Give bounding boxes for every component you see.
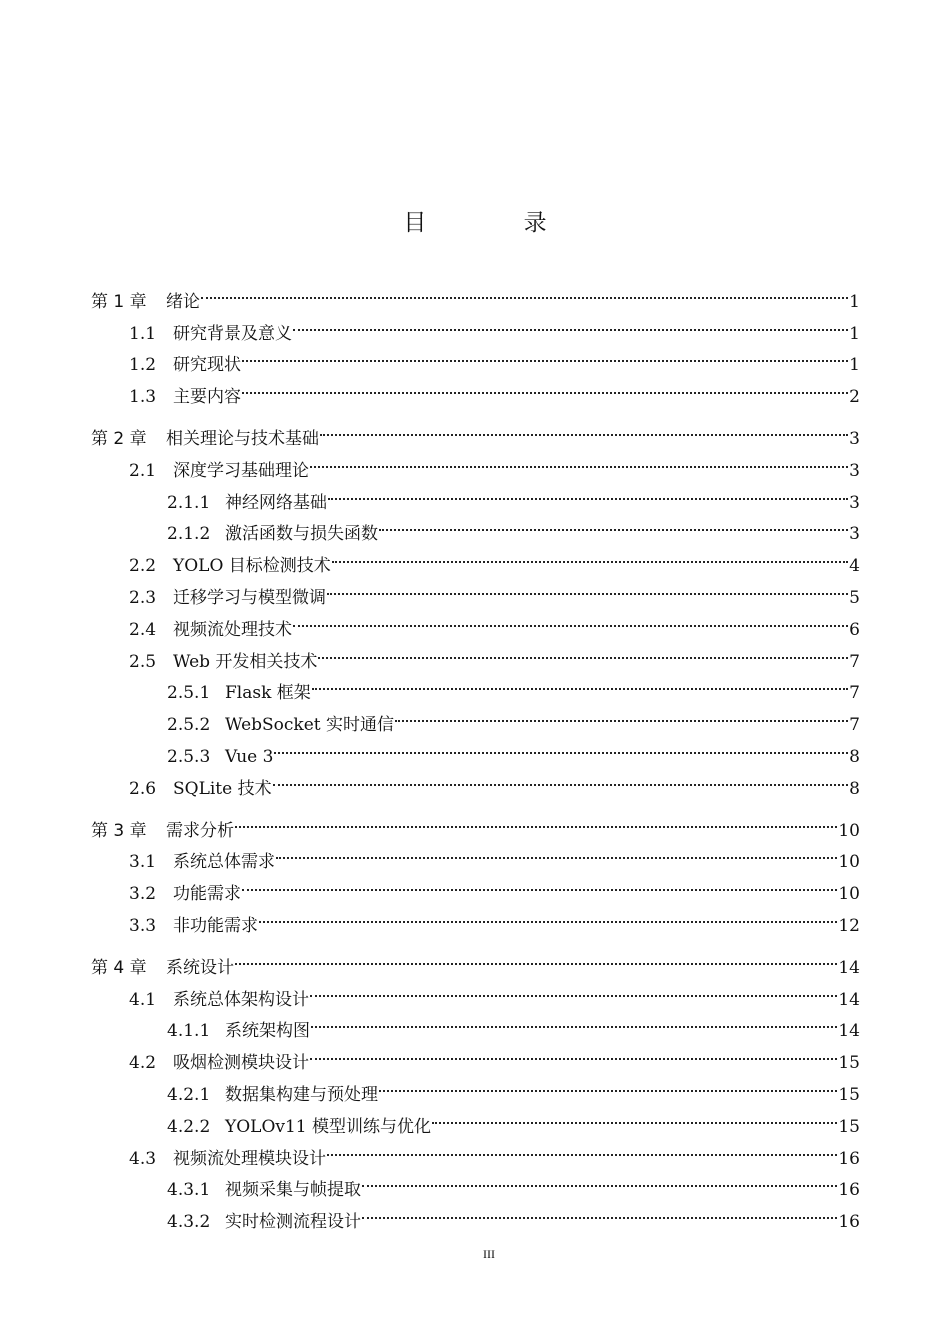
toc-entry-page: 10: [838, 884, 860, 905]
toc-entry-page: 3: [849, 492, 860, 513]
toc-entry-page: 3: [849, 524, 860, 545]
toc-entry-title: Web 开发相关技术: [173, 651, 318, 672]
toc-entry-number: 第 2 章: [91, 428, 147, 449]
toc-entry-page: 5: [849, 587, 860, 608]
toc-entry-number: 4.2.2: [167, 1116, 211, 1137]
toc-entry-number: 4.3: [129, 1148, 157, 1169]
dot-leader: [432, 1100, 837, 1132]
toc-entry[interactable]: [91, 762, 860, 799]
dot-leader: [327, 571, 848, 603]
toc-entry-number: 4.2: [129, 1053, 157, 1074]
toc-entry-number: 第 4 章: [91, 957, 147, 978]
toc-entry-number: 2.2: [129, 556, 157, 577]
toc-entry-title: 系统总体架构设计: [173, 989, 309, 1010]
toc-entry-title: Vue 3: [225, 746, 274, 767]
toc-entry-page: 2: [849, 387, 860, 408]
dot-leader: [242, 867, 837, 899]
dot-leader: [201, 275, 848, 307]
dot-leader: [273, 762, 849, 794]
toc-title: 目 录: [403, 210, 592, 236]
toc-entry-title: 迁移学习与模型微调: [173, 587, 326, 608]
toc-entry[interactable]: [91, 370, 860, 408]
toc-entry-number: 4.3.1: [167, 1180, 211, 1201]
toc-entry-page: 3: [849, 460, 860, 481]
toc-entry[interactable]: [91, 307, 860, 344]
toc-entry-title: 需求分析: [166, 820, 234, 841]
toc-entry-page: 10: [838, 852, 860, 873]
toc-entry[interactable]: [91, 444, 860, 481]
toc-entry-title: 吸烟检测模块设计: [173, 1053, 309, 1074]
dot-leader: [310, 973, 837, 1005]
toc-entry-title: 研究背景及意义: [173, 323, 292, 344]
toc-entry-number: 1.1: [129, 323, 157, 344]
toc-entry-page: 3: [849, 428, 860, 449]
toc-entry-number: 2.5.1: [167, 683, 211, 704]
toc-entry-page: 1: [849, 291, 860, 312]
toc-entry[interactable]: [91, 730, 860, 767]
toc-entry[interactable]: [91, 1005, 860, 1042]
toc-entry-page: 8: [849, 778, 860, 799]
toc-entry[interactable]: [91, 508, 860, 545]
toc-entry-title: 绪论: [166, 291, 200, 312]
dot-leader: [362, 1195, 837, 1227]
table-of-contents: [91, 275, 860, 1233]
toc-entry-page: 12: [838, 915, 860, 936]
toc-entry-page: 16: [838, 1148, 860, 1169]
dot-leader: [328, 476, 848, 508]
toc-entry-number: 2.5.3: [167, 746, 211, 767]
toc-entry-page: 6: [849, 619, 860, 640]
toc-entry-title: 系统架构图: [225, 1021, 310, 1042]
toc-entry-title: 视频流处理技术: [173, 619, 292, 640]
toc-entry-title: Flask 框架: [225, 683, 311, 704]
toc-entry-number: 2.5: [129, 651, 157, 672]
toc-entry[interactable]: [91, 1195, 860, 1233]
toc-entry-title: YOLOv11 模型训练与优化: [225, 1116, 432, 1137]
toc-entry-page: 14: [838, 957, 860, 978]
toc-entry-number: 2.3: [129, 587, 157, 608]
dot-leader: [312, 667, 848, 699]
toc-entry[interactable]: [91, 698, 860, 736]
toc-entry-title: YOLO 目标检测技术: [173, 556, 331, 577]
toc-entry-title: SQLite 技术: [173, 778, 272, 799]
toc-entry-title: 相关理论与技术基础: [166, 428, 319, 449]
toc-entry-number: 3.1: [129, 852, 157, 873]
toc-entry-number: 2.4: [129, 619, 157, 640]
toc-entry[interactable]: [91, 973, 860, 1010]
dot-leader: [320, 412, 848, 444]
toc-entry-page: 15: [838, 1053, 860, 1074]
toc-entry[interactable]: [91, 571, 860, 608]
toc-entry[interactable]: [91, 1068, 860, 1105]
toc-entry-number: 2.1.2: [167, 524, 211, 545]
toc-entry-number: 第 3 章: [91, 820, 147, 841]
toc-entry-number: 2.5.2: [167, 715, 211, 736]
toc-entry-title: 数据集构建与预处理: [225, 1084, 378, 1105]
toc-entry-page: 15: [838, 1116, 860, 1137]
dot-leader: [274, 730, 848, 762]
dot-leader: [293, 603, 848, 635]
toc-entry-page: 8: [849, 746, 860, 767]
toc-entry-title: 视频流处理模块设计: [173, 1148, 326, 1169]
dot-leader: [332, 539, 848, 571]
dot-leader: [276, 836, 837, 868]
dot-leader: [310, 444, 848, 476]
toc-entry-number: 1.3: [129, 387, 157, 408]
toc-entry-number: 4.2.1: [167, 1084, 211, 1105]
dot-leader: [242, 370, 848, 402]
dot-leader: [242, 339, 848, 371]
toc-entry-page: 7: [849, 651, 860, 672]
toc-entry-title: 深度学习基础理论: [173, 460, 309, 481]
toc-entry[interactable]: [91, 899, 860, 936]
toc-entry[interactable]: [91, 1164, 860, 1201]
toc-entry-number: 2.6: [129, 778, 157, 799]
dot-leader: [235, 804, 837, 836]
dot-leader: [311, 1005, 837, 1037]
toc-entry-title: 研究现状: [173, 355, 241, 376]
toc-entry-page: 1: [849, 323, 860, 344]
toc-entry-number: 3.2: [129, 884, 157, 905]
toc-entry[interactable]: [91, 412, 860, 449]
toc-entry-page: 7: [849, 683, 860, 704]
dot-leader: [235, 941, 837, 973]
toc-entry[interactable]: [91, 1036, 860, 1074]
toc-entry-number: 2.1: [129, 460, 157, 481]
toc-entry-page: 14: [838, 1021, 860, 1042]
toc-entry[interactable]: [91, 836, 860, 873]
dot-leader: [310, 1036, 837, 1068]
toc-entry[interactable]: [91, 476, 860, 513]
toc-entry[interactable]: [91, 635, 860, 672]
toc-entry-title: 系统总体需求: [173, 852, 275, 873]
toc-entry-page: 16: [838, 1180, 860, 1201]
toc-entry-page: 14: [838, 989, 860, 1010]
dot-leader: [327, 1132, 837, 1164]
toc-entry-number: 4.1.1: [167, 1021, 211, 1042]
toc-entry[interactable]: [91, 275, 860, 312]
toc-entry-title: 系统设计: [166, 957, 234, 978]
toc-entry-page: 16: [838, 1212, 860, 1233]
dot-leader: [318, 635, 848, 667]
dot-leader: [259, 899, 837, 931]
toc-entry-title: 非功能需求: [173, 915, 258, 936]
toc-entry-number: 4.3.2: [167, 1212, 211, 1233]
toc-entry-page: 10: [838, 820, 860, 841]
toc-entry-page: 4: [849, 556, 860, 577]
toc-entry-number: 3.3: [129, 915, 157, 936]
toc-entry-number: 2.1.1: [167, 492, 211, 513]
page-number-footer: III: [483, 1247, 495, 1261]
toc-entry-number: 第 1 章: [91, 291, 147, 312]
toc-entry-title: 实时检测流程设计: [225, 1212, 361, 1233]
toc-entry-title: WebSocket 实时通信: [225, 715, 395, 736]
toc-entry[interactable]: [91, 867, 860, 905]
toc-entry-page: 15: [838, 1084, 860, 1105]
toc-entry-title: 神经网络基础: [225, 492, 327, 513]
toc-entry-title: 功能需求: [173, 884, 241, 905]
toc-entry-number: 4.1: [129, 989, 157, 1010]
dot-leader: [379, 508, 848, 540]
toc-entry-title: 视频采集与帧提取: [225, 1180, 361, 1201]
dot-leader: [395, 698, 848, 730]
toc-entry[interactable]: [91, 1100, 860, 1137]
toc-entry[interactable]: [91, 667, 860, 704]
toc-entry-page: 7: [849, 715, 860, 736]
toc-entry-title: 主要内容: [173, 387, 241, 408]
dot-leader: [379, 1068, 837, 1100]
dot-leader: [362, 1164, 837, 1196]
toc-entry[interactable]: [91, 339, 860, 376]
toc-entry[interactable]: [91, 804, 860, 841]
toc-entry-number: 1.2: [129, 355, 157, 376]
toc-entry[interactable]: [91, 1132, 860, 1169]
toc-entry[interactable]: [91, 539, 860, 577]
toc-entry[interactable]: [91, 941, 860, 978]
toc-entry-title: 激活函数与损失函数: [225, 524, 378, 545]
toc-entry[interactable]: [91, 603, 860, 640]
dot-leader: [293, 307, 848, 339]
toc-entry-page: 1: [849, 355, 860, 376]
